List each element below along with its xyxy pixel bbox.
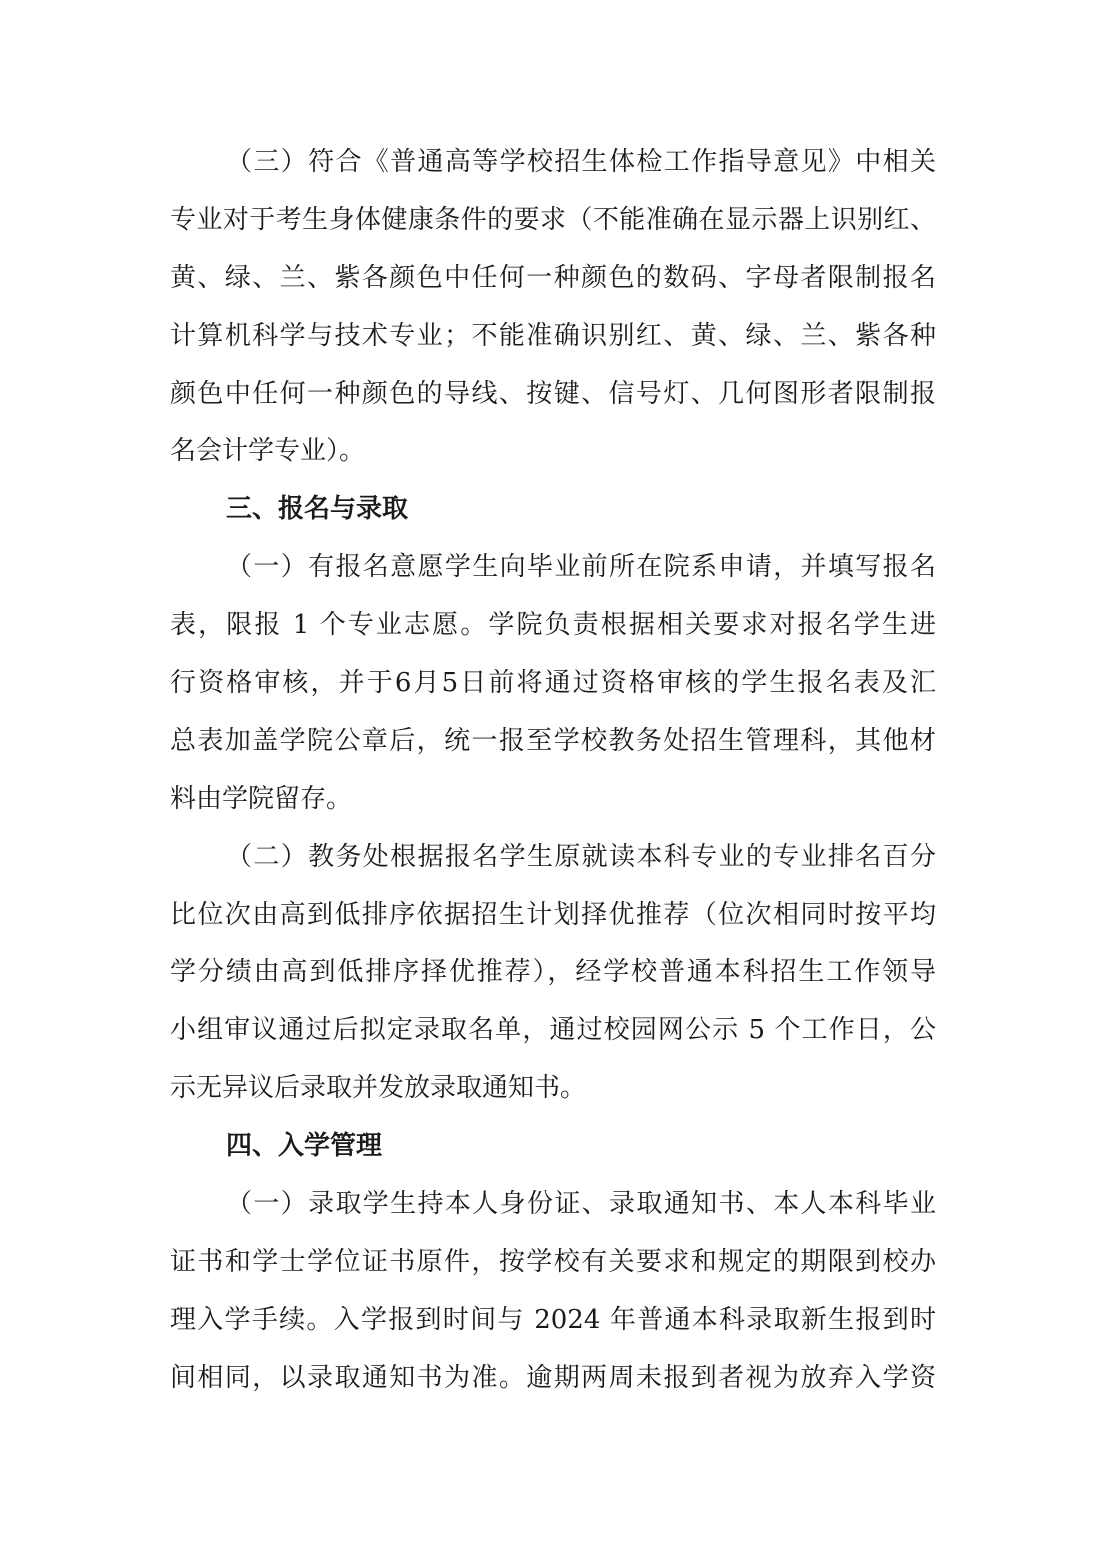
paragraph (170, 134, 936, 481)
text-line: 名会计学专业）。 (170, 436, 366, 467)
text-line: 料由学院留存。 (170, 783, 353, 814)
text-line: 比位次由高到低排序依据招生计划择优推荐（位次相同时按平均 (170, 899, 936, 930)
text-line: 颜色中任何一种颜色的导线、按键、信号灯、几何图形者限制报 (170, 378, 936, 409)
text-line: 理入学手续。入学报到时间与 2024 年普通本科录取新生报到时 (170, 1304, 936, 1335)
text-line: 计算机科学与技术专业；不能准确识别红、黄、绿、兰、紫各种 (170, 320, 936, 351)
paragraph (170, 539, 936, 828)
text-line: 证书和学士学位证书原件，按学校有关要求和规定的期限到校办 (170, 1246, 936, 1277)
text-line: 小组审议通过后拟定录取名单，通过校园网公示 5 个工作日，公 (170, 1015, 936, 1046)
paragraph (170, 1176, 936, 1408)
text-line: 示无异议后录取并发放录取通知书。 (170, 1073, 587, 1104)
text-line: 行资格审核，并于6月5日前将通过资格审核的学生报名表及汇 (170, 668, 936, 699)
text-line: （二）教务处根据报名学生原就读本科专业的专业排名百分 (226, 841, 936, 872)
text-line: 学分绩由高到低排序择优推荐），经学校普通本科招生工作领导 (170, 957, 936, 988)
section-heading (170, 481, 936, 539)
text-line: （一）有报名意愿学生向毕业前所在院系申请，并填写报名 (226, 552, 936, 583)
text-line: 表，限报 1 个专业志愿。学院负责根据相关要求对报名学生进 (170, 610, 936, 641)
paragraph (170, 829, 936, 1118)
section-heading (170, 1118, 936, 1176)
text-line: 四、入学管理 (226, 1131, 383, 1162)
text-line: 黄、绿、兰、紫各颜色中任何一种颜色的数码、字母者限制报名 (170, 262, 936, 293)
document-body (170, 134, 936, 1408)
text-line: （三）符合《普通高等学校招生体检工作指导意见》中相关 (226, 147, 936, 177)
text-line: 专业对于考生身体健康条件的要求（不能准确在显示器上识别红、 (170, 204, 936, 235)
text-line: 三、报名与录取 (226, 494, 409, 525)
text-line: 间相同，以录取通知书为准。逾期两周未报到者视为放弃入学资 (170, 1362, 936, 1393)
text-line: 总表加盖学院公章后，统一报至学校教务处招生管理科，其他材 (170, 725, 936, 756)
text-line: （一）录取学生持本人身份证、录取通知书、本人本科毕业 (226, 1189, 936, 1220)
